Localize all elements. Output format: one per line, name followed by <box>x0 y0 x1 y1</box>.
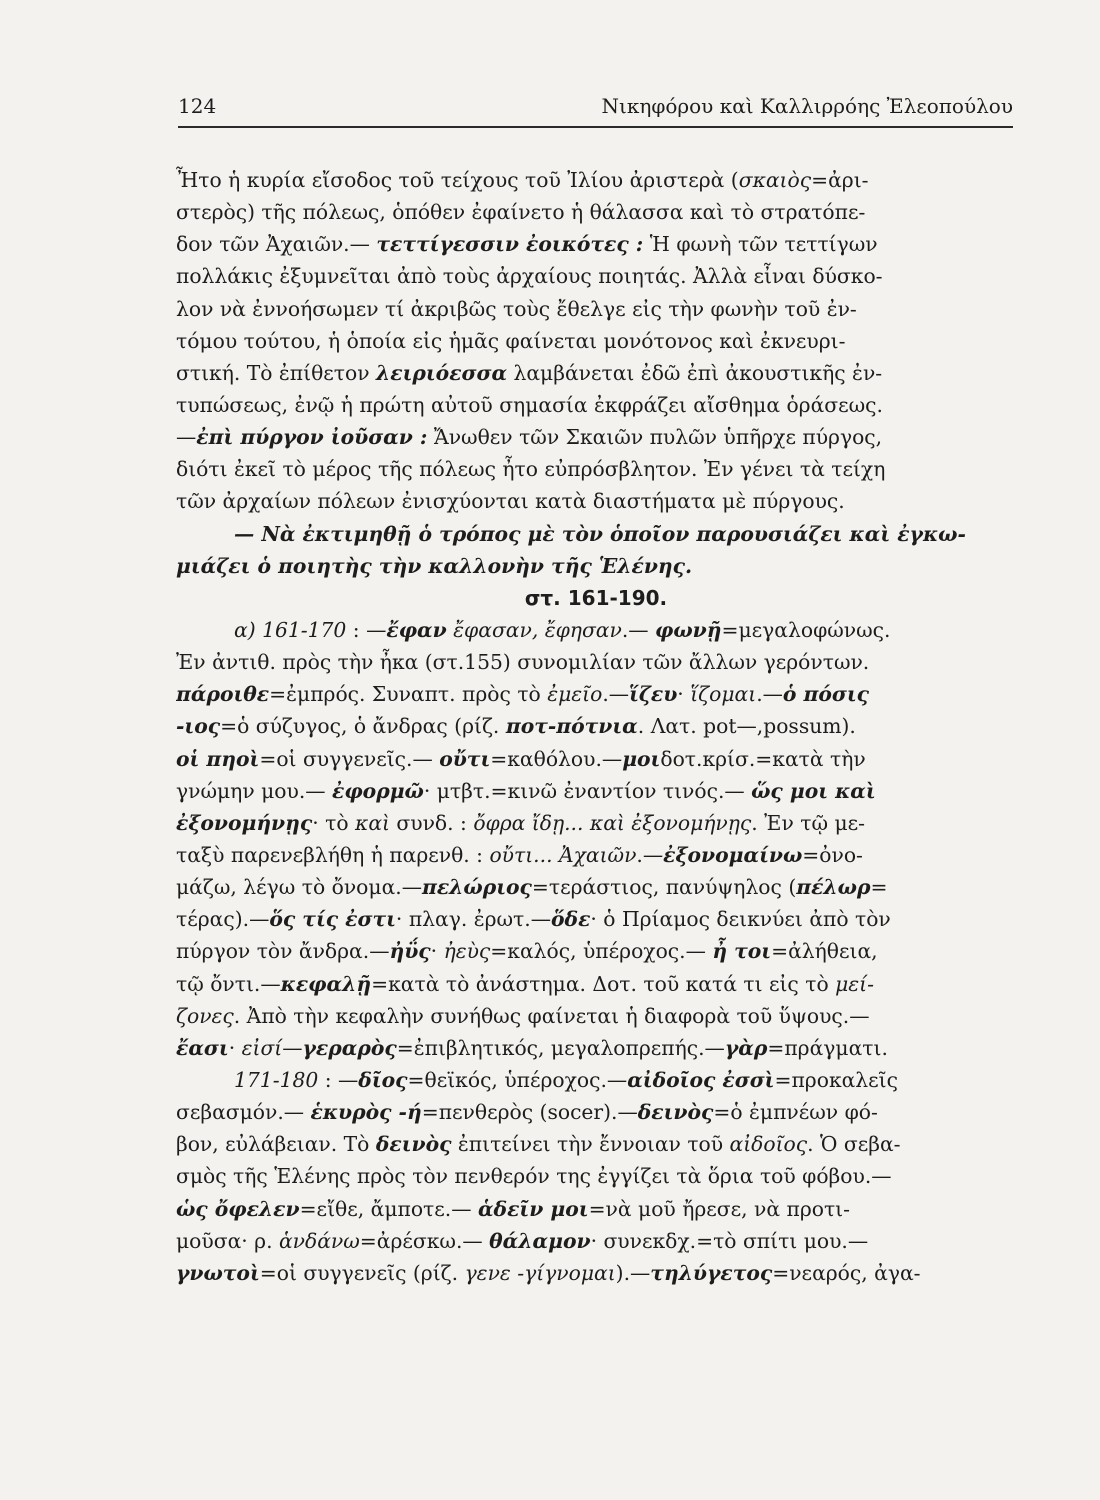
text-segment: λαμβάνεται ἐδῶ ἐπὶ ἀκουστικῆς ἐν- <box>507 360 883 385</box>
italic-text: ἵζομαι <box>690 682 757 707</box>
lemma: ὥς μοι καὶ <box>751 778 876 803</box>
page-number: 124 <box>178 94 217 118</box>
text-line <box>176 1193 1016 1225</box>
text-line <box>176 1000 1016 1032</box>
text-segment: τυπώσεως, ἐνῷ ἡ πρώτη αὐτοῦ σημασία ἐκφράζει αἴσθημα ὁράσεως. <box>176 392 883 417</box>
text-segment: .— <box>602 682 630 707</box>
text-segment: =ὁ σύζυγος, ὁ ἄνδρας (ρίζ. <box>220 714 506 739</box>
text-segment: σμὸς τῆς Ἑλένης πρὸς τὸν πενθερόν της ἐγγίζει τὰ ὅρια τοῦ φόβου.— <box>176 1164 892 1189</box>
lemma: ἵζευ <box>629 682 678 707</box>
page-header <box>178 92 1013 128</box>
text-segment: ἐπιτείνει τὴν ἔννοιαν τοῦ <box>451 1132 730 1157</box>
italic-text: ὄφρα ἴδῃ... καὶ ἐξονομήνῃς <box>473 810 752 835</box>
text-segment: λον νὰ ἐννοήσωμεν τί ἀκριβῶς τοὺς ἔθελγε εἰς τὴν φωνὴν τοῦ ἐν- <box>176 296 857 321</box>
text-segment: =μεγαλοφώνως. <box>721 617 891 642</box>
text-segment: .— <box>636 842 664 867</box>
text-line <box>176 646 1016 678</box>
text-segment: =ἐπιβλητικός, μεγαλοπρεπής.— <box>396 1035 725 1060</box>
text-segment: Ἄνωθεν τῶν Σκαιῶν πυλῶν ὑπῆρχε πύργος, <box>427 425 883 450</box>
text-line <box>176 614 1016 646</box>
text-segment: · πλαγ. ἐρωτ.— <box>395 907 552 932</box>
text-line <box>176 968 1016 1000</box>
text-line <box>176 228 1016 260</box>
text-line <box>176 421 1016 453</box>
text-segment: Ἦτο ἡ κυρία εἴσοδος τοῦ τείχους τοῦ Ἰλίου ἀριστερὰ ( <box>176 168 739 192</box>
text-segment: : — <box>318 1067 359 1092</box>
lemma: γνωτοὶ <box>176 1260 260 1285</box>
italic-text: α) <box>234 617 263 642</box>
text-line <box>176 196 1016 228</box>
text-segment: σεβασμόν.— <box>176 1100 311 1125</box>
text-segment: . Ὁ σεβα- <box>807 1132 901 1157</box>
lemma: ὅδε <box>551 907 591 932</box>
lemma: ὅς τίς ἐστι <box>269 907 396 932</box>
italic-text: σκαιὸς <box>738 168 812 192</box>
text-line <box>176 935 1016 967</box>
italic-text: 171-180 <box>234 1067 319 1092</box>
text-segment: στική. Τὸ ἐπίθετον <box>176 360 377 385</box>
lemma: ἔφαν <box>386 617 447 642</box>
text-segment: · ὁ Πρίαμος δεικνύει ἀπὸ τὸν <box>590 907 891 932</box>
lemma: ἐπὶ πύργον ἰοῦσαν : <box>196 425 428 450</box>
text-segment: · <box>228 1035 242 1060</box>
text-line <box>176 807 1016 839</box>
text-segment: =θεϊκός, ὑπέροχος.— <box>407 1067 628 1092</box>
text-line <box>176 678 1016 710</box>
lemma: κεφαλῇ <box>280 971 372 996</box>
text-segment: =καθόλου.— <box>490 746 623 771</box>
lemma: πάροιθε <box>176 682 270 707</box>
text-line <box>176 550 1016 582</box>
italic-text: ἠεὺς <box>443 939 491 964</box>
text-segment: βον, εὐλάβειαν. Τὸ <box>176 1132 376 1157</box>
text-segment: =καλός, ὑπέροχος.— <box>490 939 713 964</box>
text-segment: στ. 161-190. <box>524 585 668 610</box>
text-segment: .— <box>756 682 783 707</box>
italic-text: ἔφασαν, ἔφησαν <box>453 617 622 642</box>
lemma: πέλωρ <box>796 875 871 900</box>
text-line <box>176 453 1016 485</box>
text-segment: · <box>677 682 691 707</box>
text-segment: δον τῶν Ἀχαιῶν.— <box>176 232 377 257</box>
italic-text: ἁνδάνω <box>278 1228 360 1253</box>
text-segment: δοτ.κρίσ.=κατὰ τὴν <box>660 746 866 771</box>
text-segment: διότι ἐκεῖ τὸ μέρος τῆς πόλεως ἦτο εὐπρόσβλητον. Ἐν γένει τὰ τείχη <box>176 457 886 482</box>
text-segment: τῷ ὄντι.— <box>176 971 281 996</box>
text-segment: Ἐν ἀντιθ. πρὸς τὴν ἦκα (στ.155) συνομιλίαν τῶν ἄλλων γερόντων. <box>176 650 870 675</box>
text-line <box>176 518 1016 550</box>
text-segment: =οἱ συγγενεῖς.— <box>259 746 440 771</box>
text-segment: — <box>176 425 197 450</box>
text-line <box>176 903 1016 935</box>
text-segment: · <box>430 939 444 964</box>
lemma: λειριόεσσα <box>376 360 508 385</box>
text-segment: =νεαρός, ἀγα- <box>772 1260 921 1285</box>
text-line <box>176 325 1016 357</box>
text-line <box>176 164 1016 196</box>
text-segment: : — <box>346 617 387 642</box>
italic-text: 161-170 <box>262 617 347 642</box>
text-segment: =πενθερὸς (socer).— <box>421 1100 638 1125</box>
lemma: αἰδοῖος ἐσσὶ <box>627 1067 775 1092</box>
lemma: γεραρὸς <box>302 1035 397 1060</box>
lemma: γὰρ <box>724 1035 768 1060</box>
lemma: ἠΰς <box>389 939 431 964</box>
text-segment: στερὸς) τῆς πόλεως, ὁπόθεν ἐφαίνετο ἡ θάλασσα καὶ τὸ στρατόπε- <box>176 200 866 225</box>
text-segment: =ἀρέσκω.— <box>359 1228 490 1253</box>
text-line <box>176 260 1016 292</box>
lemma: ὁ πόσις <box>782 682 869 707</box>
lemma: τηλύγετος <box>650 1260 773 1285</box>
text-segment: μάζω, λέγω τὸ ὄνομα.— <box>176 875 422 900</box>
text-segment: =τεράστιος, πανύψηλος ( <box>531 875 797 900</box>
text-segment: =ὁ ἐμπνέων φό- <box>713 1100 878 1125</box>
text-segment: · τὸ <box>312 810 356 835</box>
lemma: ἔασι <box>176 1035 229 1060</box>
text-segment: τέρας).— <box>176 907 270 932</box>
italic-text: ζονες <box>176 1003 234 1028</box>
text-segment: =ὀνο- <box>802 842 863 867</box>
text-segment: Ἡ φωνὴ τῶν τεττίγων <box>643 232 878 257</box>
italic-text: εἰσί <box>241 1035 283 1060</box>
italic-text: μεί- <box>835 971 874 996</box>
text-segment: =ἀλήθεια, <box>771 939 878 964</box>
text-segment: πολλάκις ἐξυμνεῖται ἀπὸ τοὺς ἀρχαίους ποιητάς. Ἀλλὰ εἶναι δύσκο- <box>176 264 883 289</box>
lemma: μιάζει ὁ ποιητὴς τὴν καλλονὴν τῆς Ἑλένης. <box>176 553 693 578</box>
text-line <box>176 743 1016 775</box>
text-segment: =πράγματι. <box>767 1035 888 1060</box>
lemma: ἐξονομαίνω <box>663 842 803 867</box>
text-line <box>176 1257 1016 1289</box>
text-segment: =κατὰ τὸ ἀνάστημα. Δοτ. τοῦ κατά τι εἰς τὸ <box>371 971 836 996</box>
text-segment: τῶν ἀρχαίων πόλεων ἐνισχύονται κατὰ διαστήματα μὲ πύργους. <box>176 489 845 514</box>
text-line <box>176 293 1016 325</box>
text-line <box>176 1128 1016 1160</box>
italic-text: ἐμεῖο <box>547 682 603 707</box>
lemma: οἱ πηοὶ <box>176 746 260 771</box>
italic-text: οὔτι... Ἀχαιῶν <box>489 842 637 867</box>
lemma: ἐξονομήνῃς <box>176 810 313 835</box>
italic-text: καὶ <box>355 810 390 835</box>
lemma: — Νὰ ἐκτιμηθῇ ὁ τρόπος μὲ τὸν ὁποῖον παρουσιάζει καὶ ἐγκω- <box>234 521 966 546</box>
text-line <box>176 1064 1016 1096</box>
commentary-text <box>176 164 1016 1289</box>
text-line <box>176 1160 1016 1192</box>
text-segment: = <box>870 875 888 900</box>
lemma: ἐφορμῶ <box>332 778 424 803</box>
lemma: θάλαμον <box>489 1228 591 1253</box>
lemma: ἁδεῖν μοι <box>477 1196 589 1221</box>
lemma: οὔτι <box>439 746 491 771</box>
lemma: ἑκυρὸς -ή <box>310 1100 422 1125</box>
text-line <box>176 871 1016 903</box>
lemma: πελώριος <box>422 875 532 900</box>
text-line <box>176 357 1016 389</box>
lemma: ὡς ὄφελεν <box>176 1196 300 1221</box>
lemma: δεινὸς <box>637 1100 714 1125</box>
text-segment: ).— <box>615 1260 651 1285</box>
text-segment: =νὰ μοῦ ἤρεσε, νὰ προτι- <box>588 1196 850 1221</box>
text-line <box>176 1225 1016 1257</box>
text-segment: =οἱ συγγενεῖς (ρίζ. <box>259 1260 465 1285</box>
text-segment: μοῦσα· ρ. <box>176 1228 279 1253</box>
text-segment: πύργον τὸν ἄνδρα.— <box>176 939 390 964</box>
text-segment: συνδ. : <box>389 810 474 835</box>
lemma: δῖος <box>358 1067 408 1092</box>
text-segment: =ἐμπρός. Συναπτ. πρὸς τὸ <box>269 682 548 707</box>
text-segment: · συνεκδχ.=τὸ σπίτι μου.— <box>590 1228 869 1253</box>
italic-text: γενε -γίγνομαι <box>464 1260 616 1285</box>
text-line <box>176 839 1016 871</box>
text-line <box>176 1096 1016 1128</box>
lemma: μοι <box>622 746 661 771</box>
text-segment: =ἀρι- <box>811 168 869 192</box>
text-segment: γνώμην μου.— <box>176 778 332 803</box>
text-segment: — <box>282 1035 303 1060</box>
italic-text: αἰδοῖος <box>729 1132 808 1157</box>
lemma: ποτ-πότνια <box>505 714 638 739</box>
lemma: τεττίγεσσιν ἐοικότες : <box>376 232 644 257</box>
text-line <box>176 389 1016 421</box>
text-segment: . Ἐν τῷ με- <box>751 810 865 835</box>
lemma: δεινὸς <box>375 1132 452 1157</box>
text-line <box>176 775 1016 807</box>
text-segment: .— <box>621 617 656 642</box>
lemma: ἦ τοι <box>712 939 772 964</box>
section-heading <box>176 582 1016 614</box>
text-segment: =εἴθε, ἄμποτε.— <box>299 1196 478 1221</box>
text-segment: =προκαλεῖς <box>774 1067 898 1092</box>
lemma: φωνῇ <box>655 617 722 642</box>
text-segment: . Λατ. pot—,possum). <box>637 714 856 739</box>
text-line <box>176 1032 1016 1064</box>
text-segment: τόμου τούτου, ἡ ὁποία εἰς ἡμᾶς φαίνεται μονότονος καὶ ἐκνευρι- <box>176 328 846 353</box>
text-line <box>176 710 1016 742</box>
text-line <box>176 485 1016 517</box>
text-segment: ταξὺ παρενεβλήθη ἡ παρενθ. : <box>176 842 490 867</box>
text-segment: · μτβτ.=κινῶ ἐναντίον τινός.— <box>423 778 752 803</box>
lemma: -ιος <box>176 714 221 739</box>
text-segment: . Ἀπὸ τὴν κεφαλὴν συνήθως φαίνεται ἡ διαφορὰ τοῦ ὕψους.— <box>233 1003 870 1028</box>
running-title: Νικηφόρου καὶ Καλλιρρόης Ἐλεοπούλου <box>601 94 1013 118</box>
